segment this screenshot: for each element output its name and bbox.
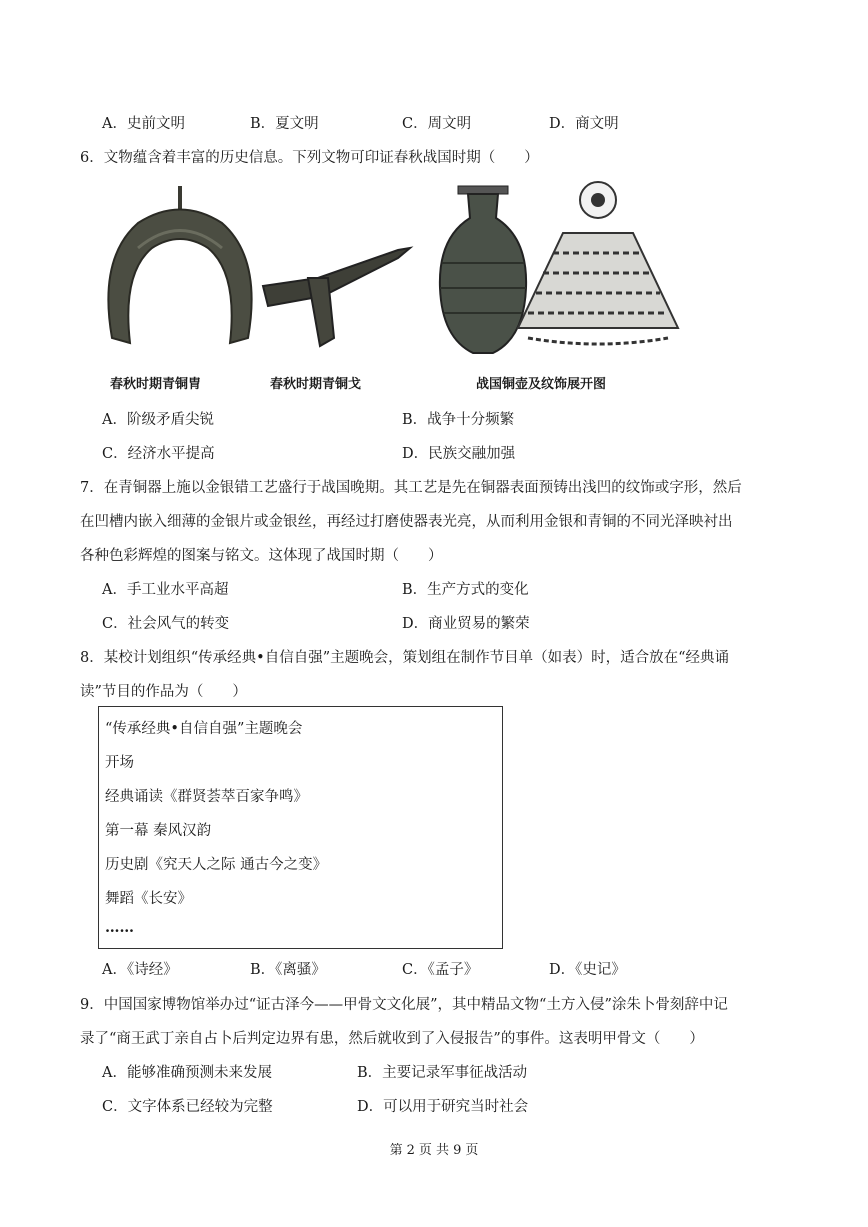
q7-option-c: C．社会风气的转变 bbox=[102, 616, 230, 632]
q5-option-d: D．商文明 bbox=[549, 116, 619, 132]
program-item: 开场 bbox=[105, 755, 134, 771]
program-item: 第一幕 秦风汉韵 bbox=[105, 823, 212, 839]
footer-mid: 页 共 bbox=[418, 1143, 450, 1158]
q8-option-a: A．《诗经》 bbox=[102, 962, 178, 978]
q6-stem: 6．文物蕴含着丰富的历史信息。下列文物可印证春秋战国时期（ ） bbox=[80, 150, 539, 166]
q8-option-d: D．《史记》 bbox=[549, 962, 626, 978]
q9-line-1: 9．中国国家博物馆举办过“证古泽今——甲骨文文化展”，其中精品文物“土方入侵”涂朱卜骨刻辞中记 bbox=[80, 997, 728, 1013]
q8-program-table bbox=[98, 706, 503, 949]
q6-artifact-images bbox=[98, 178, 688, 378]
footer-total-pages: 9 bbox=[453, 1143, 462, 1158]
q9-option-b: B．主要记录军事征战活动 bbox=[357, 1065, 528, 1081]
q8-line-2: 读”节目的作品为（ ） bbox=[80, 684, 247, 700]
q8-option-c: C．《孟子》 bbox=[402, 962, 479, 978]
q7-option-a: A．手工业水平高超 bbox=[102, 582, 229, 598]
q7-line-2: 在凹槽内嵌入细薄的金银片或金银丝，再经过打磨使器表光亮，从而利用金银和青铜的不同光泽映衬出 bbox=[80, 514, 733, 530]
q6-option-d: D．民族交融加强 bbox=[402, 446, 516, 462]
q8-option-b: B．《离骚》 bbox=[250, 962, 326, 978]
program-item: 历史剧《究天人之际 通古今之变》 bbox=[105, 857, 328, 873]
q7-option-d: D．商业贸易的繁荣 bbox=[402, 616, 530, 632]
q6-option-a: A．阶级矛盾尖锐 bbox=[102, 412, 214, 428]
q5-option-b: B．夏文明 bbox=[250, 116, 319, 132]
q9-option-a: A．能够准确预测未来发展 bbox=[102, 1065, 272, 1081]
q6-caption-helmet: 春秋时期青铜胄 bbox=[110, 377, 202, 392]
bronze-helmet-image bbox=[108, 186, 251, 343]
bronze-hu-vase-image bbox=[440, 186, 526, 353]
q9-option-c: C．文字体系已经较为完整 bbox=[102, 1099, 273, 1115]
page-footer bbox=[0, 1139, 868, 1158]
q5-option-c: C．周文明 bbox=[402, 116, 472, 132]
program-item: 舞蹈《长安》 bbox=[105, 891, 192, 907]
q5-option-a: A．史前文明 bbox=[102, 116, 185, 132]
q6-caption-hu: 战国铜壶及纹饰展开图 bbox=[476, 377, 607, 392]
q7-line-3: 各种色彩辉煌的图案与铭文。这体现了战国时期（ ） bbox=[80, 548, 443, 564]
footer-prefix: 第 bbox=[389, 1143, 403, 1158]
q7-option-b: B．生产方式的变化 bbox=[402, 582, 529, 598]
q9-line-2: 录了“商王武丁亲自占卜后判定边界有患，然后就收到了入侵报告”的事件。这表明甲骨文（ ） bbox=[80, 1031, 704, 1047]
q9-option-d: D．可以用于研究当时社会 bbox=[357, 1099, 529, 1115]
q8-line-1: 8．某校计划组织“传承经典•自信自强”主题晚会，策划组在制作节目单（如表）时，适合放在“经典诵 bbox=[80, 650, 730, 666]
q7-line-1: 7．在青铜器上施以金银错工艺盛行于战国晚期。其工艺是先在铜器表面预铸出浅凹的纹饰或字形，然后 bbox=[80, 480, 742, 496]
program-title: “传承经典•自信自强”主题晚会 bbox=[105, 721, 303, 737]
footer-suffix: 页 bbox=[465, 1143, 479, 1158]
bronze-ge-image bbox=[263, 248, 410, 346]
q6-caption-ge: 春秋时期青铜戈 bbox=[270, 377, 362, 392]
q6-option-c: C．经济水平提高 bbox=[102, 446, 215, 462]
footer-page-number: 2 bbox=[406, 1143, 415, 1158]
bronze-pattern-unfold-image bbox=[518, 182, 678, 344]
q6-option-b: B．战争十分频繁 bbox=[402, 412, 515, 428]
program-item: 经典诵读《群贤荟萃百家争鸣》 bbox=[105, 789, 308, 805]
program-ellipsis: …… bbox=[105, 919, 134, 936]
